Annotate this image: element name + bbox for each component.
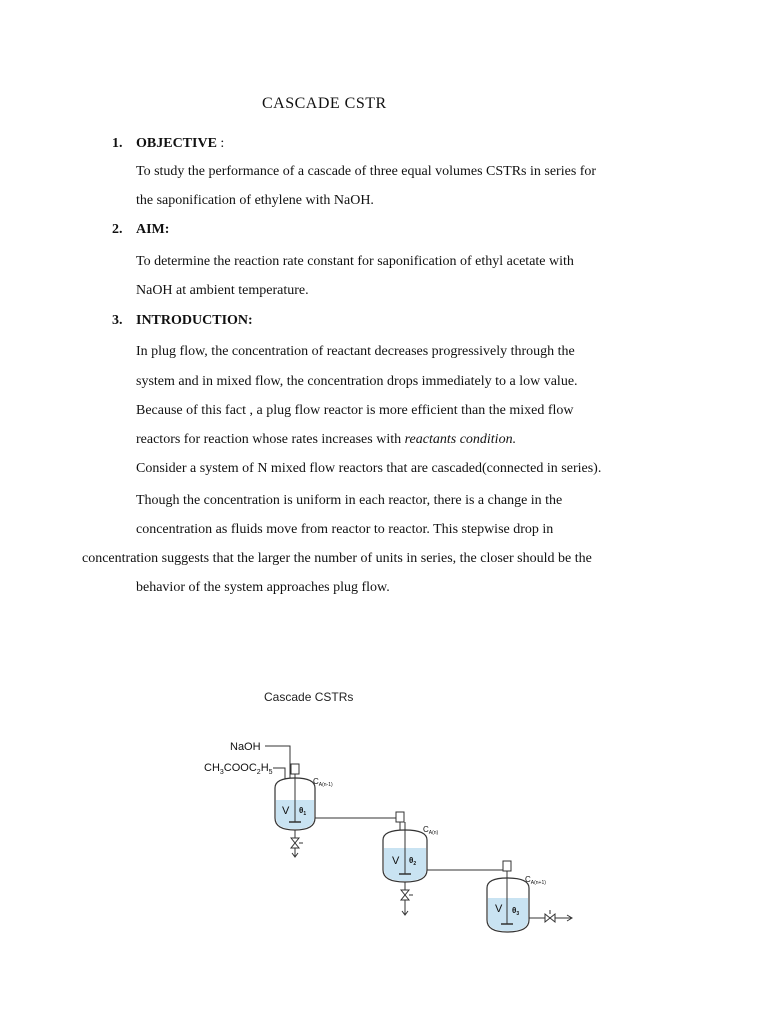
reactor-1 <box>275 764 333 857</box>
reactor-3 <box>487 861 572 932</box>
section-title: OBJECTIVE <box>136 136 217 151</box>
naoh-inlet-label: NaOH <box>230 741 261 753</box>
reactor-volume-label: V <box>282 805 290 817</box>
drain-valve-icon <box>401 890 409 900</box>
paragraph-line: concentration suggests that the larger the number of units in series, the closer should be the <box>82 551 592 566</box>
agitator-motor-icon <box>291 764 299 774</box>
agitator-motor-icon <box>396 812 404 822</box>
paragraph-line: Though the concentration is uniform in each reactor, there is a change in the <box>136 493 563 508</box>
concentration-label: $C_{A(n+1)}$ <box>525 875 546 886</box>
section-heading-introduction <box>112 313 253 329</box>
outlet-valve-icon <box>545 914 555 922</box>
paragraph-line: To determine the reaction rate constant for saponification of ethyl acetate with <box>136 254 574 269</box>
section-heading-aim <box>112 222 169 238</box>
paragraph-line: NaOH at ambient temperature. <box>136 283 309 298</box>
agitator-motor-icon <box>503 861 511 871</box>
ethyl-acetate-inlet-label: $CH_3COOC_2H_5$ <box>204 762 273 776</box>
figure-title: Cascade CSTRs <box>264 690 354 704</box>
section-number: 2. <box>112 222 123 237</box>
section-title: INTRODUCTION: <box>136 313 253 328</box>
vessel-liquid <box>488 898 528 931</box>
section-number: 1. <box>112 136 123 151</box>
transfer-line-1 <box>315 818 400 832</box>
paragraph-line: concentration as fluids move from reactor to reactor. This stepwise drop in <box>136 522 554 537</box>
paragraph-line: the saponification of ethylene with NaOH. <box>136 193 374 208</box>
paragraph-line: To study the performance of a cascade of three equal volumes CSTRs in series for <box>136 164 597 179</box>
drain-valve-icon <box>291 838 299 848</box>
paragraph-text: reactors for reaction whose rates increases with <box>136 432 402 447</box>
reactor-2 <box>383 812 439 915</box>
reactor-volume-label: V <box>495 903 503 915</box>
paragraph-line <box>136 432 516 448</box>
concentration-label: $C_{A(n)}$ <box>423 825 439 836</box>
reactor-theta-label: $\theta_3$ <box>512 906 520 917</box>
paragraph-line: Because of this fact , a plug flow reactor is more efficient than the mixed flow <box>136 403 574 418</box>
cascade-cstr-diagram <box>195 730 595 945</box>
paragraph-line: system and in mixed flow, the concentration drops immediately to a low value. <box>136 374 578 389</box>
section-colon: : <box>216 136 225 151</box>
reactor-theta-label: $\theta_1$ <box>299 806 307 817</box>
section-heading-objective <box>112 136 224 152</box>
reactor-theta-label: $\theta_2$ <box>409 856 417 867</box>
section-title: AIM: <box>136 222 170 237</box>
section-number: 3. <box>112 313 123 328</box>
concentration-label: $C_{A(n-1)}$ <box>313 777 333 788</box>
paragraph-line: behavior of the system approaches plug flow. <box>136 580 390 595</box>
paragraph-line: In plug flow, the concentration of reactant decreases progressively through the <box>136 344 575 359</box>
paragraph-line: Consider a system of N mixed flow reactors that are cascaded(connected in series). <box>136 461 602 476</box>
page-title: CASCADE CSTR <box>262 95 387 112</box>
reactor-volume-label: V <box>392 855 400 867</box>
emphasis-text: reactants condition. <box>404 432 517 447</box>
